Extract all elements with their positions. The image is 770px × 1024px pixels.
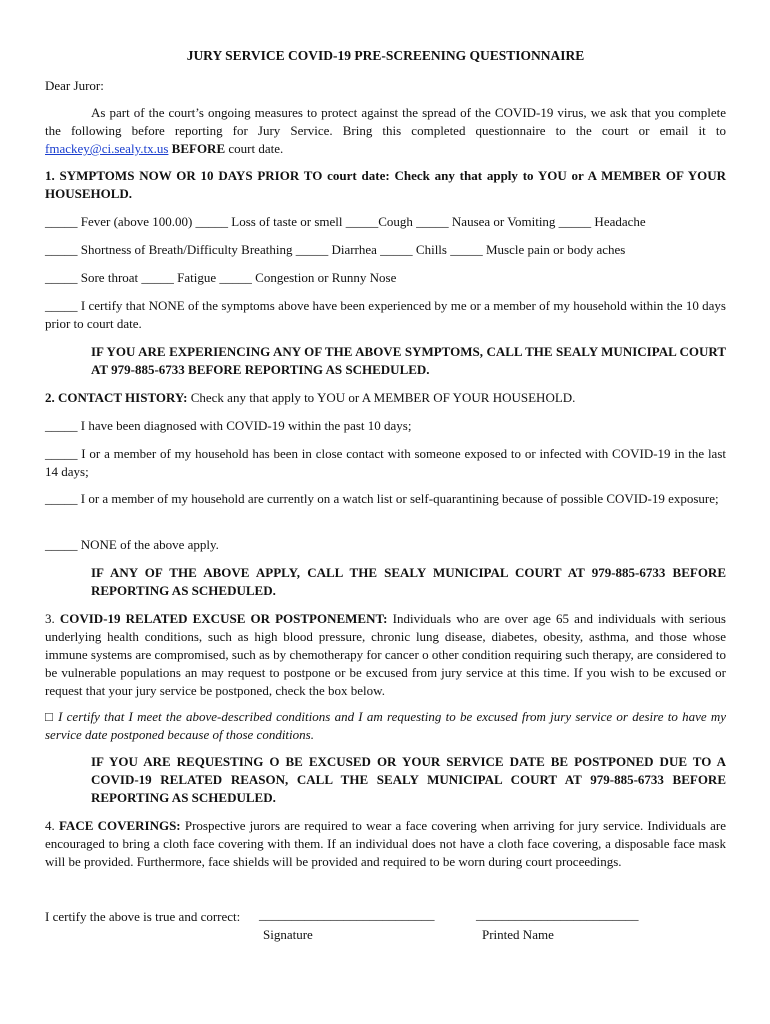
signature-line[interactable]: ___________________________ xyxy=(259,907,435,922)
document-title: JURY SERVICE COVID-19 PRE-SCREENING QUESTIONNAIRE xyxy=(186,48,585,63)
section2-warning: IF ANY OF THE ABOVE APPLY, CALL THE SEALY MUNICIPAL COURT AT 979-885-6733 BEFORE REPORTING AS SCHEDULED. xyxy=(91,565,726,598)
email-link[interactable]: fmackey@ci.sealy.tx.us xyxy=(45,141,169,156)
symptoms-none-certify[interactable]: _____ I certify that NONE of the symptoms above have been experienced by me or a member of my household within the 10 days prior to court date. xyxy=(45,298,726,331)
section2-heading-bold: 2. CONTACT HISTORY: xyxy=(45,390,188,405)
section4-number: 4. xyxy=(45,818,59,833)
symptom-row-2[interactable]: _____ Shortness of Breath/Difficulty Breathing _____ Diarrhea _____ Chills _____ Muscle pain or body aches xyxy=(45,242,626,257)
section3-paragraph xyxy=(45,610,726,700)
section3-certify-text: I certify that I meet the above-described conditions and I am requesting to be excused from jury service or desire to have my service date postponed because of those conditions. xyxy=(45,709,726,742)
section2-heading-rest: Check any that apply to YOU or A MEMBER OF YOUR HOUSEHOLD. xyxy=(187,390,576,405)
section3-number: 3. xyxy=(45,611,60,626)
intro-text: As part of the court’s ongoing measures to protect against the spread of the COVID-19 virus, we ask that you complete the following before reporting for Jury Service. Bring this completed questionnaire to the court or email it to xyxy=(45,105,726,138)
section4-body: Prospective jurors are required to wear a face covering when arriving for jury service. Individuals are encouraged to bring a cloth face covering with them. If an individual does not have a cloth face covering, a disposable face mask will be provided. Furthermore, face shields will be provided and required to be worn during court proceedings. xyxy=(45,818,726,869)
contact-item-close-contact[interactable]: _____ I or a member of my household has been in close contact with someone exposed to or infected with COVID-19 in the last 14 days; xyxy=(45,446,726,479)
contact-item-diagnosed[interactable]: _____ I have been diagnosed with COVID-19 within the past 10 days; xyxy=(45,418,412,433)
contact-item-none[interactable]: _____ NONE of the above apply. xyxy=(45,537,219,552)
section3-heading: COVID-19 RELATED EXCUSE OR POSTPONEMENT: xyxy=(59,611,388,626)
intro-paragraph xyxy=(45,104,726,158)
intro-before: BEFORE xyxy=(171,141,226,156)
section1-warning: IF YOU ARE EXPERIENCING ANY OF THE ABOVE SYMPTOMS, CALL THE SEALY MUNICIPAL COURT AT 979-885-6733 BEFORE REPORTING AS SCHEDULED. xyxy=(91,344,726,377)
section1-heading: 1. SYMPTOMS NOW OR 10 DAYS PRIOR TO court date: Check any that apply to YOU or A MEMBER OF YOUR HOUSEHOLD. xyxy=(45,168,726,201)
section3-body: Individuals who are over age 65 and individuals with serious underlying health conditions, such as high blood pressure, chronic lung disease, diabetes, obesity, asthma, and those whose immune systems are compromised, such as by chemotherapy for cancer o other condition requiring such therapy, are considered to be vulnerable populations an may request to postpone or be excused from jury service at this time. If you wish to be excused or request that your jury service be postponed, check the box below. xyxy=(45,611,726,698)
section2-heading xyxy=(45,389,726,407)
greeting: Dear Juror: xyxy=(45,78,104,93)
contact-item-watch-list[interactable]: _____ I or a member of my household are currently on a watch list or self-quarantining because of possible COVID-19 exposure; xyxy=(45,491,719,506)
section3-warning: IF YOU ARE REQUESTING O BE EXCUSED OR YOUR SERVICE DATE BE POSTPONED DUE TO A COVID-19 RELATED REASON, CALL THE SEALY MUNICIPAL COURT AT 979-885-6733 BEFORE REPORTING AS SCHEDULED. xyxy=(91,754,726,805)
section4-heading: FACE COVERINGS: xyxy=(58,818,181,833)
printed-name-line[interactable]: _________________________ xyxy=(476,907,639,922)
signature-certify-text: I certify the above is true and correct: xyxy=(45,909,241,924)
intro-text-end: court date. xyxy=(228,141,284,156)
excuse-checkbox[interactable]: □ xyxy=(45,709,54,724)
signature-label: Signature xyxy=(263,927,313,942)
section4-paragraph xyxy=(45,817,726,871)
symptom-row-1[interactable]: _____ Fever (above 100.00) _____ Loss of taste or smell _____Cough _____ Nausea or Vomiting _____ Headache xyxy=(45,214,646,229)
section3-certify xyxy=(45,708,726,744)
printed-name-label: Printed Name xyxy=(482,927,554,942)
symptom-row-3[interactable]: _____ Sore throat _____ Fatigue _____ Congestion or Runny Nose xyxy=(45,270,397,285)
